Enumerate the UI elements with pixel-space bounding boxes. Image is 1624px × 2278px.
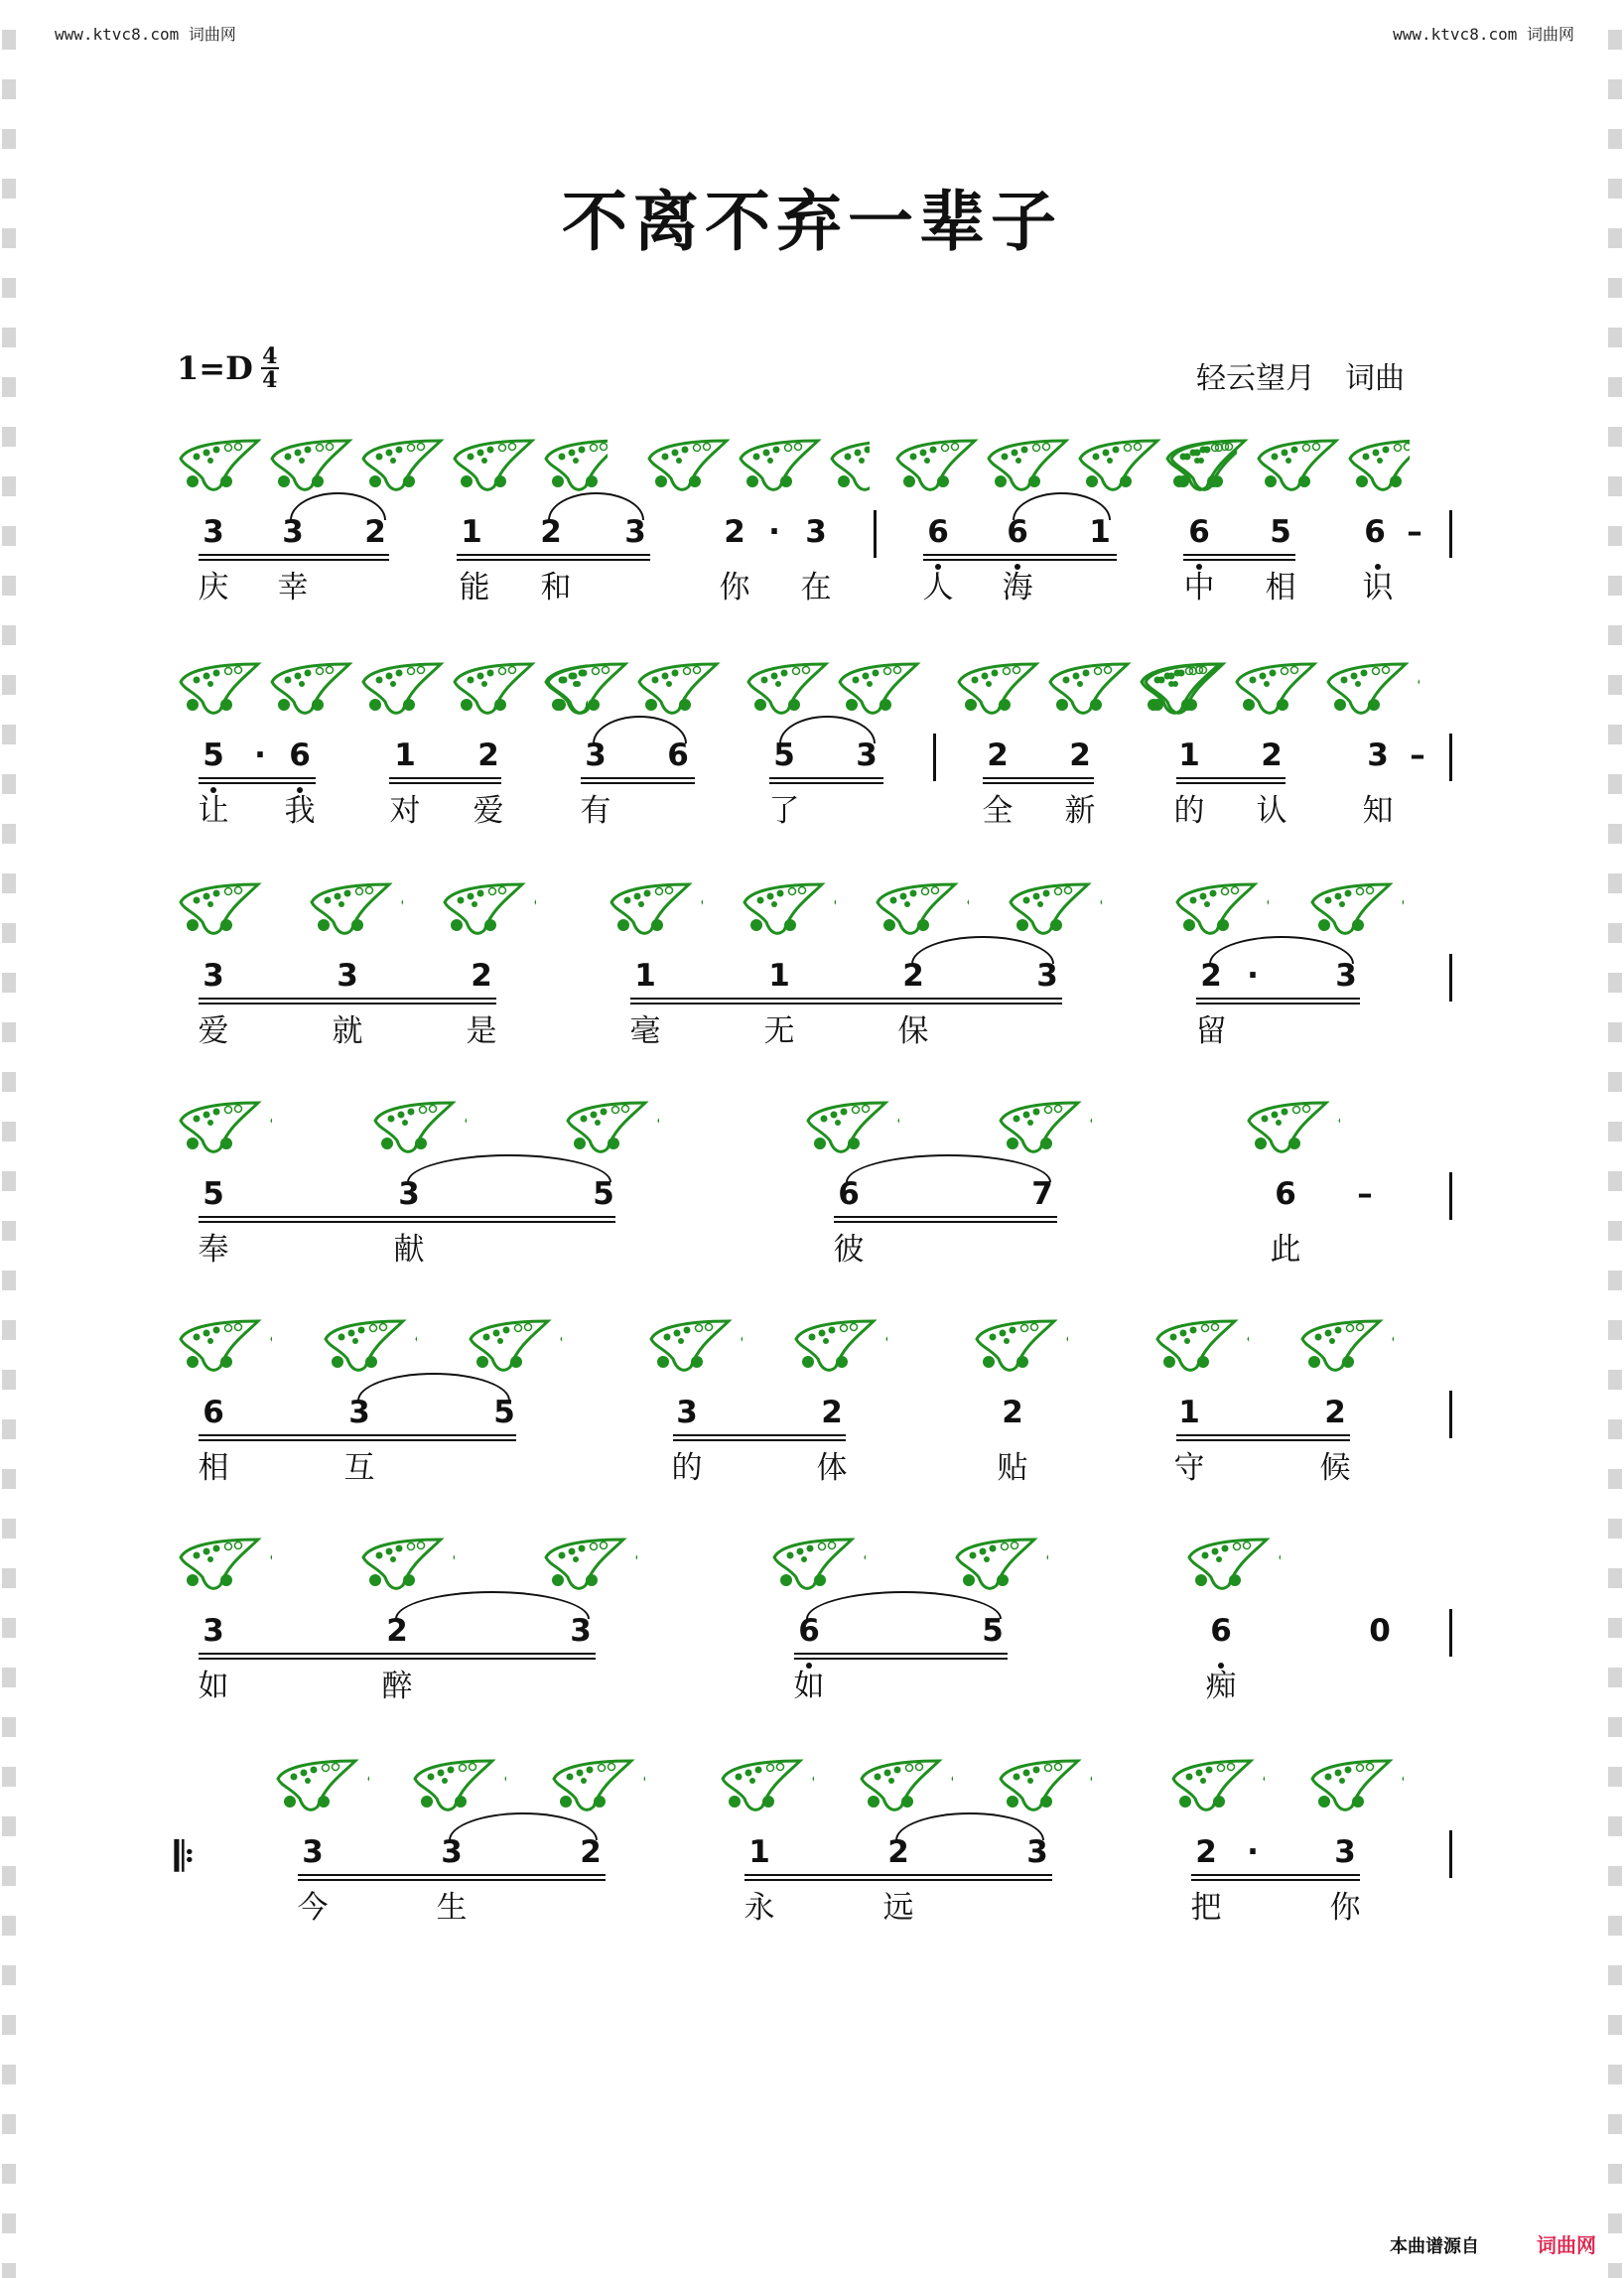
octave-dot [297,787,303,793]
slur-tie [449,1812,598,1840]
beam-underline [389,782,501,784]
lyric-char: 奉 [198,1232,229,1268]
jianpu-note: 1 [394,737,416,773]
octave-dot [1218,1663,1224,1669]
lyric-char: 新 [1064,793,1096,829]
lyric-char: 我 [284,793,316,829]
beam-underline [1176,777,1286,779]
jianpu-note: 2 [1261,737,1283,773]
jianpu-note: 2 [821,1395,843,1430]
slur-tie [548,492,644,520]
jianpu-note: 2 [724,514,745,550]
time-signature [261,345,279,391]
slur-tie [357,1373,510,1401]
jianpu-note: 5 [593,1176,614,1212]
beam-underline [389,777,501,779]
ocarina-fingering-icon [371,1097,467,1158]
jianpu-note: 1 [1089,514,1111,550]
jianpu-note: 3 [570,1613,592,1649]
jianpu-note: – [1407,514,1422,550]
left-edge-watermark [2,0,16,2278]
right-edge-watermark [1608,0,1622,2278]
jianpu-note: 2 [887,1834,909,1870]
ocarina-fingering-icon [177,658,588,720]
jianpu-note: 2 [386,1613,408,1649]
jianpu-note: 2 [987,737,1009,773]
ocarina-fingering-icon [308,878,403,940]
lyric-char: 彼 [833,1232,865,1268]
lyric-char: 知 [1362,793,1394,829]
ocarina-fingering-icon [1308,878,1404,940]
ocarina-fingering-icon [770,1534,866,1595]
slur-tie [1209,936,1354,964]
lyric-char: 有 [580,793,611,829]
jianpu-note: 3 [337,958,358,994]
ocarina-fingering-icon [997,1097,1092,1158]
lyric-char: 你 [719,570,750,605]
beam-underline [457,554,650,556]
jianpu-note: 5 [982,1613,1004,1649]
barline [1449,734,1452,781]
jianpu-note: 2 [1195,1834,1217,1870]
lyric-char: 永 [744,1890,775,1926]
barline [1449,1609,1452,1657]
lyric-char: 体 [816,1450,848,1486]
lyric-char: 留 [1195,1013,1227,1049]
header-right-site[interactable]: www.ktvc8.com 词曲网 [1393,25,1574,44]
jianpu-note: 6 [838,1176,860,1212]
ocarina-fingering-icon [1298,1315,1394,1377]
octave-dot [935,564,941,570]
octave-dot [1015,564,1020,570]
ocarina-fingering-icon [177,1097,272,1158]
ocarina-fingering-icon [177,1534,272,1595]
beam-underline [199,1439,516,1441]
jianpu-note: 6 [1188,514,1210,550]
slur-tie [806,1591,1002,1619]
beam-underline [834,1216,1057,1218]
beam-underline [199,559,389,561]
jianpu-note: 6 [1364,514,1386,550]
lyric-char: 如 [793,1669,825,1704]
jianpu-note: 2 [1069,737,1091,773]
lyric-char: 你 [1329,1890,1361,1926]
jianpu-note: 3 [348,1395,370,1430]
lyric-char: 识 [1362,570,1394,605]
beam-underline [199,1658,596,1660]
jianpu-note: · [768,514,780,550]
jianpu-note: 5 [203,1176,224,1212]
lyric-char: 能 [459,570,490,605]
beam-underline [744,1874,1052,1876]
beam-underline [983,782,1094,784]
beam-underline [199,1221,615,1223]
barline [1449,1391,1452,1438]
time-denominator: 4 [262,367,278,393]
beam-underline [199,1003,496,1005]
ocarina-fingering-icon [792,1315,887,1377]
beam-underline [1176,1434,1350,1436]
barline [1449,954,1452,1002]
jianpu-note: 1 [768,958,790,994]
lyric-char: 毫 [629,1013,661,1049]
jianpu-note: 5 [773,737,795,773]
lyric-char: 把 [1190,1890,1222,1926]
beam-underline [1191,1879,1360,1881]
lyric-char: 守 [1173,1450,1205,1486]
lyric-char: 在 [800,570,832,605]
ocarina-fingering-icon [997,1755,1092,1816]
ocarina-fingering-icon [973,1315,1068,1377]
jianpu-note: 5 [203,737,224,773]
ocarina-fingering-icon [953,1534,1048,1595]
ocarina-fingering-icon [874,878,969,940]
ocarina-fingering-icon [177,878,270,940]
beam-underline [1183,559,1295,561]
jianpu-note: 2 [1002,1395,1023,1430]
jianpu-note: 1 [1178,737,1200,773]
jianpu-note: 6 [798,1613,820,1649]
beam-underline [199,554,389,556]
lyric-char: 相 [198,1450,229,1486]
slur-tie [1013,492,1111,520]
beam-underline [1191,1874,1360,1876]
ocarina-fingering-icon [441,878,536,940]
beam-underline [744,1879,1052,1881]
lyric-char: 保 [897,1013,929,1049]
jianpu-note: 3 [1026,1834,1048,1870]
footer-source-label: 本曲谱源自 [1390,2236,1479,2257]
octave-dot [806,1663,812,1669]
lyric-char: 庆 [198,570,229,605]
jianpu-note: 6 [667,737,689,773]
jianpu-note: 3 [856,737,878,773]
lyric-char: 无 [763,1013,795,1049]
lyric-char: 远 [882,1890,914,1926]
ocarina-fingering-icon [544,658,725,720]
ocarina-fingering-icon [359,1534,455,1595]
beam-underline [199,782,316,784]
beam-underline [673,1434,846,1436]
lyric-char: 今 [297,1890,329,1926]
ocarina-fingering-icon [858,1755,953,1816]
key-label: 1=D [177,349,253,387]
beam-underline [834,1221,1057,1223]
jianpu-note: 6 [1275,1176,1296,1212]
lyric-char: 贴 [997,1450,1028,1486]
jianpu-note: 2 [580,1834,602,1870]
repeat-start-sign: 𝄆 [175,1834,195,1880]
ocarina-fingering-icon [564,1097,659,1158]
beam-underline [1176,1439,1350,1441]
lyric-char: 的 [1173,793,1205,829]
beam-underline [769,782,883,784]
slur-tie [911,936,1054,964]
song-title: 不离不弃一辈子 [562,183,1062,260]
jianpu-note: 2 [540,514,562,550]
ocarina-fingering-icon [1153,1315,1249,1377]
ocarina-fingering-icon [804,1097,899,1158]
jianpu-note: 2 [1200,958,1222,994]
beam-underline [794,1658,1008,1660]
beam-underline [673,1439,846,1441]
ocarina-fingering-icon [1308,1755,1404,1816]
barline [874,510,877,558]
beam-underline [581,777,695,779]
ocarina-fingering-icon [647,1315,743,1377]
beam-underline [457,559,650,561]
ocarina-fingering-icon [550,1755,645,1816]
ocarina-fingering-icon [741,878,836,940]
slur-tie [290,492,386,520]
slur-tie [395,1591,590,1619]
jianpu-note: 5 [1270,514,1291,550]
ocarina-fingering-icon [645,435,870,496]
beam-underline [923,554,1117,556]
beam-underline [581,782,695,784]
jianpu-note: 3 [585,737,607,773]
jianpu-note: 3 [203,514,224,550]
lyric-char: 痴 [1205,1669,1237,1704]
jianpu-note: 1 [634,958,656,994]
beam-underline [630,1003,1062,1005]
ocarina-fingering-icon [1163,435,1410,496]
jianpu-note: 3 [624,514,646,550]
jianpu-note: 2 [471,958,492,994]
beam-underline [199,777,316,779]
jianpu-note: 3 [1036,958,1058,994]
jianpu-note: 3 [805,514,827,550]
jianpu-note: 7 [1031,1176,1053,1212]
ocarina-fingering-icon [719,1755,814,1816]
barline [1449,1830,1452,1878]
jianpu-note: 3 [676,1395,698,1430]
jianpu-note: 2 [902,958,924,994]
jianpu-note: · [1247,958,1259,994]
ocarina-fingering-icon [542,1534,637,1595]
lyric-char: 互 [343,1450,375,1486]
jianpu-note: 3 [1367,737,1389,773]
jianpu-note: 3 [203,1613,224,1649]
jianpu-note: · [254,737,266,773]
jianpu-note: 6 [289,737,311,773]
beam-underline [983,777,1094,779]
ocarina-fingering-icon [1142,658,1420,720]
lyric-char: 对 [389,793,421,829]
ocarina-fingering-icon [1245,1097,1340,1158]
jianpu-note: 3 [302,1834,324,1870]
ocarina-fingering-icon [411,1755,506,1816]
beam-underline [199,1434,516,1436]
lyric-char: 生 [436,1890,468,1926]
jianpu-note: 3 [441,1834,463,1870]
lyric-char: 此 [1270,1232,1301,1268]
lyric-char: 如 [198,1669,229,1704]
beam-underline [794,1653,1008,1655]
beam-underline [199,1653,596,1655]
beam-underline [298,1879,606,1881]
beam-underline [199,998,496,1000]
slur-tie [846,1154,1051,1182]
beam-underline [1196,998,1360,1000]
beam-underline [769,777,883,779]
ocarina-fingering-icon [274,1755,369,1816]
lyric-char: 是 [466,1013,497,1049]
ocarina-fingering-icon [177,435,608,496]
beam-underline [630,998,1062,1000]
octave-dot [210,787,216,793]
lyric-char: 献 [393,1232,425,1268]
slur-tie [779,716,876,743]
beam-underline [923,559,1117,561]
barline [933,734,936,781]
jianpu-note: 6 [1007,514,1028,550]
beam-underline [298,1874,606,1876]
ocarina-fingering-icon [1007,878,1102,940]
barline [1449,510,1452,558]
jianpu-note: 6 [1210,1613,1232,1649]
beam-underline [1196,1003,1360,1005]
lyric-char: 了 [768,793,800,829]
jianpu-note: 6 [927,514,949,550]
jianpu-note: 2 [1324,1395,1346,1430]
lyric-char: 爱 [198,1013,229,1049]
jianpu-note: 3 [1334,1834,1356,1870]
ocarina-fingering-icon [1173,878,1269,940]
jianpu-note: 2 [364,514,386,550]
lyric-char: 幸 [277,570,309,605]
jianpu-note: 3 [282,514,304,550]
jianpu-note: 5 [493,1395,515,1430]
key-signature [177,345,279,391]
ocarina-fingering-icon [467,1315,562,1377]
slur-tie [895,1812,1044,1840]
lyric-char: 人 [922,570,954,605]
ocarina-fingering-icon [177,1315,272,1377]
lyric-char: 全 [982,793,1014,829]
lyric-char: 和 [540,570,572,605]
beam-underline [199,1216,615,1218]
jianpu-note: – [1357,1176,1373,1212]
ocarina-fingering-icon [744,658,923,720]
lyric-char: 爱 [473,793,504,829]
lyric-char: 就 [332,1013,363,1049]
octave-dot [1196,564,1202,570]
jianpu-note: 2 [477,737,499,773]
beam-underline [1183,554,1295,556]
header-left-site[interactable]: www.ktvc8.com 词曲网 [55,25,236,44]
footer-brand-link[interactable]: 词曲网 [1537,2233,1596,2257]
octave-dot [1375,564,1381,570]
lyric-char: 中 [1183,570,1215,605]
barline [1449,1172,1452,1220]
slur-tie [593,716,687,743]
lyric-char: 醉 [381,1669,413,1704]
jianpu-note: · [1247,1834,1259,1870]
jianpu-note: 6 [203,1395,224,1430]
lyric-char: 让 [198,793,229,829]
jianpu-note: 1 [461,514,482,550]
ocarina-fingering-icon [1185,1534,1281,1595]
lyric-char: 海 [1002,570,1033,605]
beam-underline [1176,782,1286,784]
jianpu-note: 1 [748,1834,770,1870]
lyric-char: 的 [671,1450,703,1486]
jianpu-note: 3 [398,1176,420,1212]
ocarina-fingering-icon [322,1315,417,1377]
jianpu-note: 1 [1178,1395,1200,1430]
time-numerator: 4 [262,343,278,369]
lyric-char: 候 [1319,1450,1351,1486]
lyric-char: 相 [1265,570,1296,605]
composer-credit: 轻云望月 词曲 [1196,361,1405,396]
slur-tie [407,1154,611,1182]
lyric-char: 认 [1256,793,1287,829]
ocarina-fingering-icon [608,878,703,940]
ocarina-fingering-icon [1169,1755,1265,1816]
jianpu-note: 3 [1335,958,1357,994]
jianpu-note: – [1410,737,1425,773]
jianpu-note: 3 [203,958,224,994]
jianpu-note: 0 [1369,1613,1391,1649]
